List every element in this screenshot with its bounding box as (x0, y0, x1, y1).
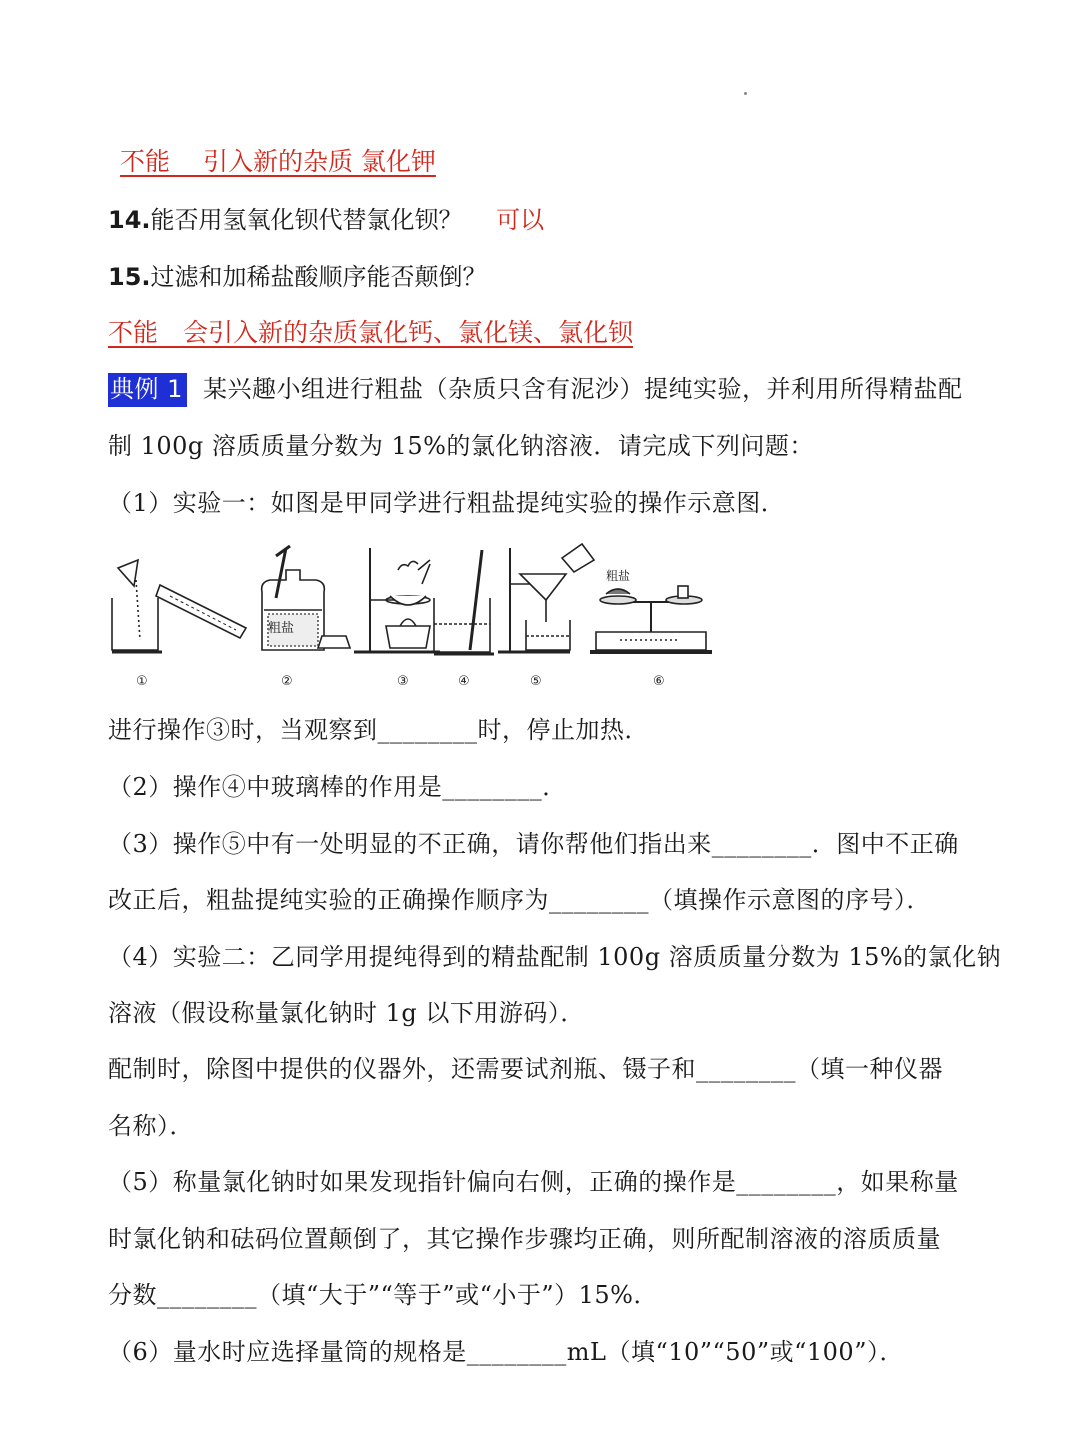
question-14 (108, 200, 544, 235)
question-15 (108, 257, 487, 292)
question-14-number: 14. (108, 206, 151, 234)
part-3b-text: 改正后，粗盐提纯实验的正确操作顺序为________（填操作示意图的序号）． (108, 886, 931, 914)
answer-14: 可以 (496, 206, 545, 234)
apparatus-3-evaporation (354, 548, 440, 652)
figure-label-4: ④ (458, 674, 470, 689)
part-2-text: （2）操作④中玻璃棒的作用是________． (108, 773, 567, 801)
part-4c-text: 配制时，除图中提供的仪器外，还需要试剂瓶、镊子和________（填一种仪器 (108, 1055, 943, 1083)
apparatus-figure (100, 540, 720, 700)
stray-dot (744, 92, 747, 95)
part-6-text: （6）量水时应选择量筒的规格是________mL（填“10”“50”或“100”）． (108, 1338, 904, 1366)
question-14-text: 能否用氢氧化钡代替氯化钡？ (150, 206, 463, 234)
example-intro-2: 制 100g 溶质质量分数为 15%的氯化钠溶液．请完成下列问题： (108, 432, 814, 460)
apparatus-6-balance (590, 586, 712, 652)
part-5c-text: 分数________（填“大于”“等于”或“小于”）15%． (108, 1281, 658, 1309)
figure-label-3: ③ (397, 674, 409, 689)
answer-15-text: 不能 会引入新的杂质氯化钙、氯化镁、氯化钡 (108, 318, 634, 347)
question-15-number: 15. (108, 263, 151, 291)
apparatus-1-pouring (112, 560, 246, 652)
example-intro-line-1 (108, 369, 963, 404)
bottle-label: 粗盐 (268, 621, 295, 636)
apparatus-5-filtration (498, 544, 594, 652)
question-15-text: 过滤和加稀盐酸顺序能否颠倒？ (150, 263, 487, 291)
figure-label-2: ② (281, 674, 293, 689)
part-5a-text: （5）称量氯化钠时如果发现指针偏向右侧，正确的操作是________，如果称量 (108, 1168, 959, 1196)
part-4d-text: 名称）． (108, 1112, 194, 1140)
figure-label-1: ① (136, 674, 148, 689)
answer-15 (108, 313, 633, 349)
figure-label-6: ⑥ (653, 674, 665, 689)
part-5b-text: 时氯化钠和砝码位置颠倒了，其它操作步骤均正确，则所配制溶液的溶质质量 (108, 1225, 941, 1253)
balance-label: 粗盐 (606, 569, 631, 583)
part-4b-text: 溶液（假设称量氯化钠时 1g 以下用游码）． (108, 999, 585, 1027)
answer-13-text: 不能 引入新的杂质 氯化钾 (120, 147, 436, 176)
part-1-text: （1）实验一：如图是甲同学进行粗盐提纯实验的操作示意图． (108, 489, 786, 517)
figure-label-5: ⑤ (530, 674, 542, 689)
part-1b-text: 进行操作③时，当观察到________时，停止加热． (108, 716, 649, 744)
example-intro-1: 某兴趣小组进行粗盐（杂质只含有泥沙）提纯实验，并利用所得精盐配 (203, 375, 963, 403)
part-4a-text: （4）实验二：乙同学用提纯得到的精盐配制 100g 溶质质量分数为 15%的氯化钠 (108, 943, 1002, 971)
apparatus-4-stirring (434, 550, 494, 654)
part-3a-text: （3）操作⑤中有一处明显的不正确，请你帮他们指出来________．图中不正确 (108, 830, 959, 858)
answer-13 (120, 142, 436, 178)
example-tag: 典例 1 (108, 373, 187, 407)
